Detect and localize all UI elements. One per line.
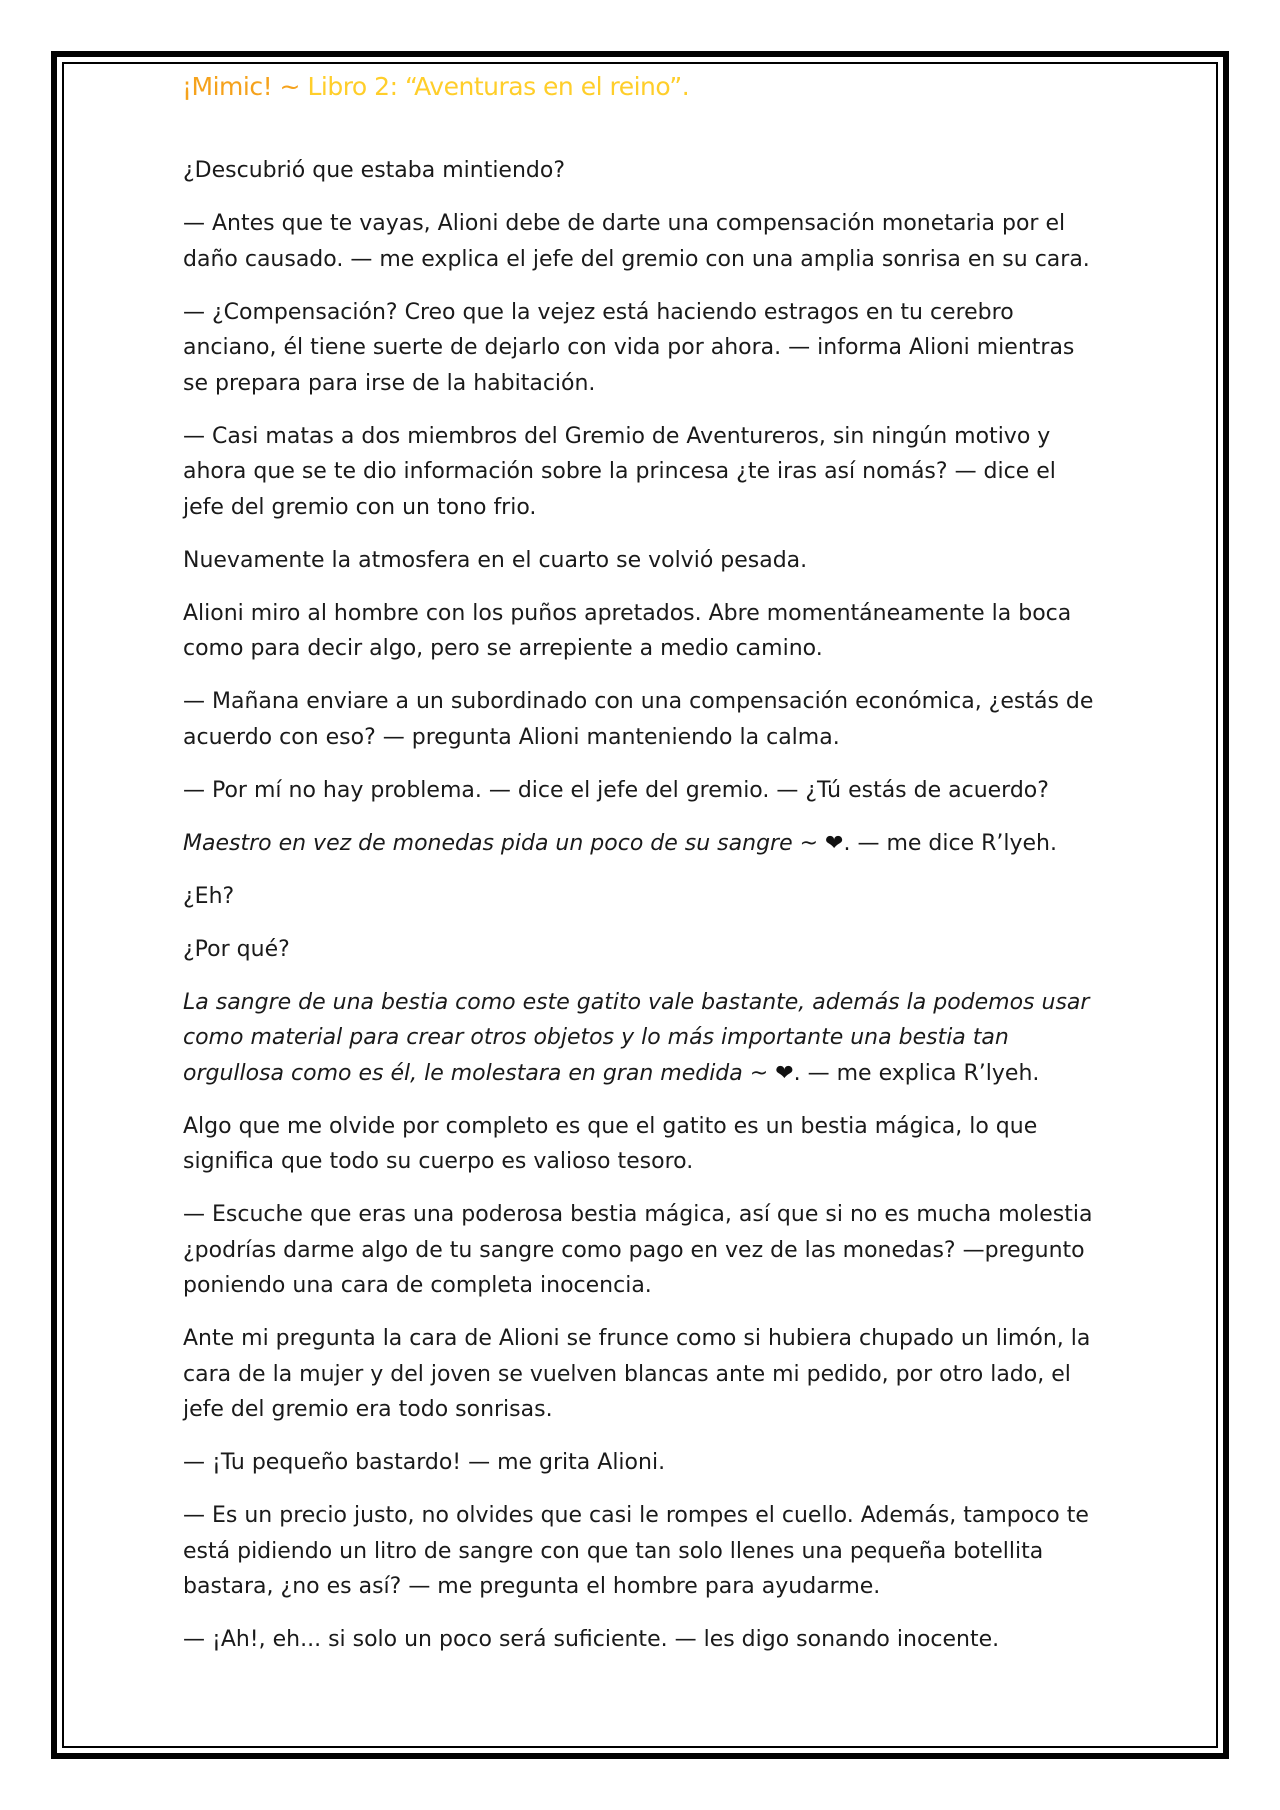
paragraph-telepathic (183, 826, 1103, 862)
document-body (183, 153, 1103, 1675)
paragraph: — ¡Tu pequeño bastardo! — me grita Alioni. (183, 1450, 666, 1475)
paragraph: ¿Descubrió que estaba mintiendo? (183, 158, 566, 183)
heart-icon: ❤ (775, 1060, 794, 1086)
paragraph: Ante mi pregunta la cara de Alioni se frunce como si hubiera chupado un limón, la cara de la mujer y del joven se vuelven blancas ante mi pedido, por otro lado, el jefe del gremio era todo sonrisas. (183, 1326, 1091, 1422)
paragraph: — Escuche que eras una poderosa bestia mágica, así que si no es mucha molestia ¿podrías darme algo de tu sangre como pago en vez de las monedas? —pregunto poniendo una cara de completa inocencia. (183, 1202, 1093, 1298)
telepathic-speech: Maestro en vez de monedas pida un poco de su sangre ~ (183, 830, 826, 856)
paragraph: ¿Por qué? (183, 936, 290, 962)
paragraph: — Es un precio justo, no olvides que casi le rompes el cuello. Además, tampoco te está pidiendo un litro de sangre con que tan solo llenes una pequeña botellita bastara, ¿no es así? — me pregunta el hombre para ayudarme. (183, 1503, 1089, 1599)
paragraph: — Por mí no hay problema. — dice el jefe del gremio. — ¿Tú estás de acuerdo? (183, 777, 1049, 803)
paragraph: — Antes que te vayas, Alioni debe de darte una compensación monetaria por el daño causado. — me explica el jefe del gremio con una amplia sonrisa en su cara. (183, 211, 1090, 272)
telepathic-speech: La sangre de una bestia como este gatito vale bastante, además la podemos usar como material para crear otros objetos y lo más importante una bestia tan orgullosa como es él, le molestara en gran medida ~ (183, 989, 1090, 1086)
paragraph: Alioni miro al hombre con los puños apretados. Abre momentáneamente la boca como para decir algo, pero se arrepiente a medio camino. (183, 600, 1072, 661)
header-series-title: ¡Mimic! ~ (182, 72, 308, 101)
header-book-title: Libro 2: “Aventuras en el reino”. (307, 72, 690, 101)
dialogue-tag: . — me explica R’lyeh. (793, 1060, 1040, 1086)
paragraph: — Casi matas a dos miembros del Gremio de Aventureros, sin ningún motivo y ahora que se te dio información sobre la princesa ¿te iras así nomás? — dice el jefe del gremio con un tono frio. (183, 423, 1056, 520)
running-header (182, 72, 689, 101)
dialogue-tag: . — me dice R’lyeh. (843, 830, 1057, 856)
paragraph: — ¡Ah!, eh... si solo un poco será suficiente. — les digo sonando inocente. (183, 1627, 1000, 1652)
paragraph: ¿Eh? (183, 883, 235, 909)
paragraph: — Mañana enviare a un subordinado con una compensación económica, ¿estás de acuerdo con eso? — pregunta Alioni manteniendo la calma. (183, 689, 1094, 750)
paragraph-telepathic (183, 985, 1103, 1092)
heart-icon: ❤ (825, 830, 844, 856)
paragraph: Nuevamente la atmosfera en el cuarto se volvió pesada. (183, 547, 808, 573)
paragraph: — ¿Compensación? Creo que la vejez está haciendo estragos en tu cerebro anciano, él tiene suerte de dejarlo con vida por ahora. — informa Alioni mientras se prepara para irse de la habitación. (183, 299, 1075, 396)
paragraph: Algo que me olvide por completo es que el gatito es un bestia mágica, lo que significa que todo su cuerpo es valioso tesoro. (183, 1113, 1038, 1174)
